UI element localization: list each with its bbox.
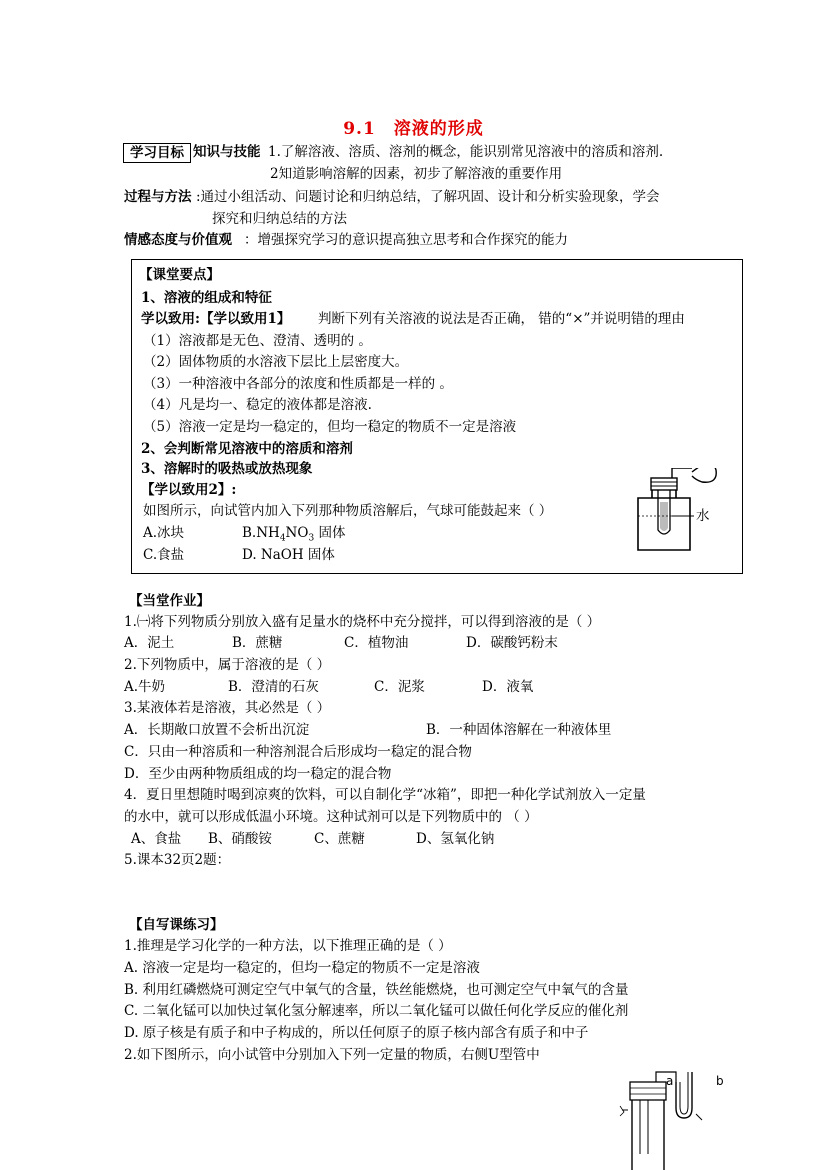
section-1-title: 1、溶液的组成和特征 (141, 290, 272, 306)
homework-q3-opt-a: A．长期敞口放置不会析出沉淀 (124, 722, 310, 738)
homework-q1-opt-d: D．碳酸钙粉末 (466, 635, 558, 651)
self-study-q1-opt-d: D. 原子核是有质子和中子构成的，所以任何原子的原子核内部含有质子和中子 (124, 1025, 589, 1041)
self-study-header: 【自写课练习】 (129, 917, 224, 933)
option-a: A.冰块 (143, 525, 185, 541)
homework-q4-opt-b: B、硝酸铵 (208, 831, 272, 847)
homework-q3-opt-d: D．至少由两种物质组成的均一稳定的混合物 (124, 766, 392, 782)
figure-label-b: b (716, 1074, 724, 1088)
attitude-label: 情感态度与价值观 (124, 232, 232, 248)
knowledge-line-2: 2知道影响溶解的因素，初步了解溶液的重要作用 (270, 166, 563, 182)
option-d: D. NaOH 固体 (242, 547, 335, 563)
homework-q4-opt-d: D、氢氧化钠 (416, 831, 495, 847)
homework-q4-opt-c: C、蔗糖 (314, 831, 365, 847)
self-study-q2: 2.如下图所示，向小试管中分别加入下列一定量的物质，右侧U型管中 (124, 1047, 540, 1063)
homework-header: 【当堂作业】 (129, 593, 210, 609)
page-title: 9.1 溶液的形成 (343, 119, 484, 139)
homework-q4-line-1: 4．夏日里想随时喝到凉爽的饮料，可以自制化学“冰箱”，即把一种化学试剂放入一定量 (124, 787, 646, 803)
process-line-1: :通过小组活动、问题讨论和归纳总结，了解巩固、设计和分析实验现象，学会 (196, 189, 660, 205)
class-points-header: 【课堂要点】 (139, 267, 220, 283)
homework-q3-opt-c: C．只由一种溶质和一种溶剂混合后形成均一稳定的混合物 (124, 744, 472, 760)
point-item-1: （1）溶液都是无色、澄清、透明的 。 (143, 333, 372, 349)
knowledge-line-1: 1.了解溶液、溶质、溶剂的概念，能识别常见溶液中的溶质和溶剂. (268, 144, 664, 160)
apply-2-label: 【学以致用2】: (141, 482, 237, 498)
homework-q2: 2.下列物质中，属于溶液的是（ ） (124, 657, 331, 673)
point-item-4: （4）凡是均一、稳定的液体都是溶液. (143, 397, 372, 413)
attitude-text: ：增强探究学习的意识提高独立思考和合作探究的能力 (244, 232, 568, 248)
section-2-title: 2、会判断常见溶液中的溶质和溶剂 (141, 441, 353, 457)
homework-q4-line-2: 的水中，就可以形成低温小环境。这种试剂可以是下列物质中的 （ ） (124, 809, 538, 825)
homework-q1-opt-c: C．植物油 (344, 635, 409, 651)
option-c: C.食盐 (143, 547, 185, 563)
homework-q3: 3.某液体若是溶液，其必然是（ ） (124, 700, 331, 716)
self-study-q1: 1.推理是学习化学的一种方法，以下推理正确的是（ ） (124, 938, 452, 954)
point-item-2: （2）固体物质的水溶液下层比上层密度大。 (143, 354, 409, 370)
homework-q2-opt-b: B．澄清的石灰 (228, 679, 319, 695)
self-study-q1-opt-b: B. 利用红磷燃烧可测定空气中氧气的含量，铁丝能燃烧，也可测定空气中氧气的含量 (124, 982, 629, 998)
homework-q2-opt-d: D．液氧 (482, 679, 534, 695)
apply-1-text: 判断下列有关溶液的说法是否正确， 错的“×”并说明错的理由 (318, 311, 685, 327)
apply-2-question: 如图所示，向试管内加入下列那种物质溶解后，气球可能鼓起来（ ） (143, 503, 553, 519)
point-item-5: （5）溶液一定是均一稳定的，但均一稳定的物质不一定是溶液 (143, 419, 517, 435)
point-item-3: （3）一种溶液中各部分的浓度和性质都是一样的 。 (143, 376, 453, 392)
self-study-q1-opt-c: C. 二氧化锰可以加快过氧化氢分解速率，所以二氧化锰可以做任何化学反应的催化剂 (124, 1003, 629, 1019)
figure-label-a: a (666, 1074, 674, 1088)
apply-1-label: 学以致用:【学以致用1】 (141, 311, 291, 327)
process-label: 过程与方法 (124, 189, 192, 205)
goal-box-label: 学习目标 (123, 143, 191, 163)
homework-q2-opt-a: A.牛奶 (124, 679, 166, 695)
homework-q2-opt-c: C．泥浆 (374, 679, 425, 695)
homework-q1: 1.㈠将下列物质分别放入盛有足量水的烧杯中充分搅拌，可以得到溶液的是（ ） (124, 614, 601, 630)
figure-water-label: 水 (696, 508, 710, 524)
process-line-2: 探究和归纳总结的方法 (212, 211, 347, 227)
homework-q1-opt-b: B．蔗糖 (232, 635, 283, 651)
knowledge-label: 知识与技能 (193, 144, 261, 160)
homework-q3-opt-b: B．一种固体溶解在一种液体里 (426, 722, 612, 738)
section-3-title: 3、溶解时的吸热或放热现象 (141, 461, 313, 477)
homework-q4-opt-a: A、食盐 (131, 831, 182, 847)
homework-q1-opt-a: A．泥土 (124, 635, 175, 651)
self-study-q1-opt-a: A. 溶液一定是均一稳定的，但均一稳定的物质不一定是溶液 (124, 960, 480, 976)
flask-balloon-figure (632, 468, 736, 556)
homework-q5: 5.课本32页2题： (124, 852, 231, 868)
option-b: $B.NH_4NO_3$ 固体 (242, 525, 346, 544)
